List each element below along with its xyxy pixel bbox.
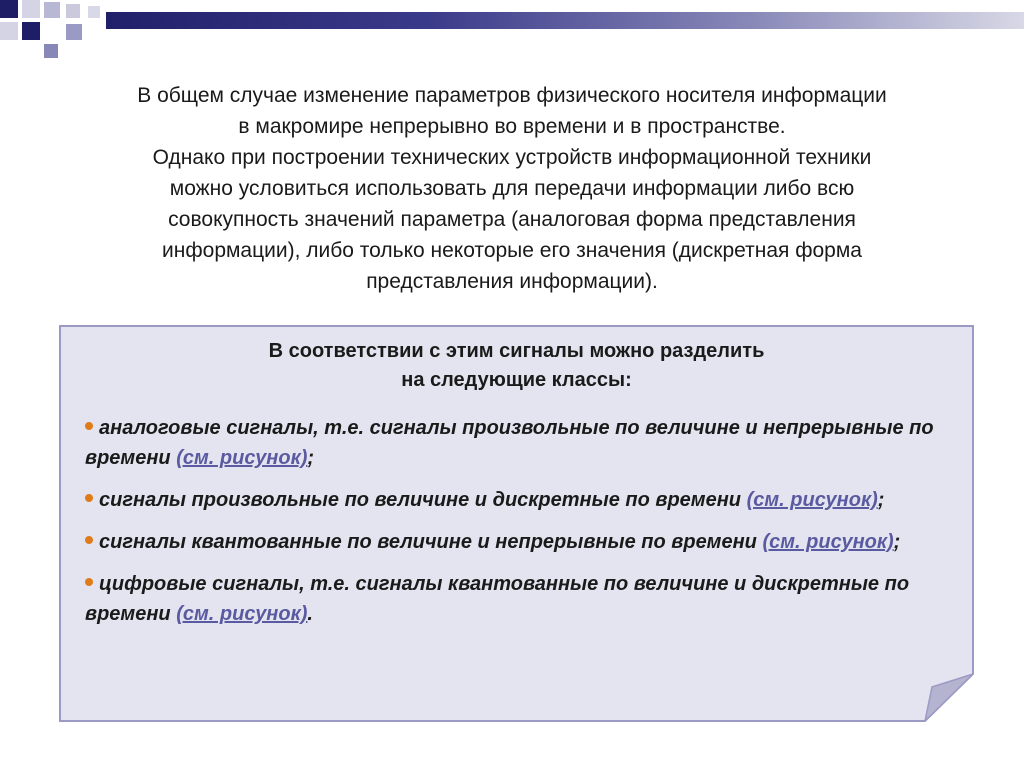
note-heading <box>59 337 974 395</box>
decor-square <box>22 0 40 18</box>
item-end: ; <box>877 489 885 511</box>
bullet-dot-icon <box>85 578 93 586</box>
intro-line: В общем случае изменение параметров физического носителя информации <box>137 84 887 107</box>
bullet-dot-icon <box>85 536 93 544</box>
signal-classes-note <box>59 325 974 722</box>
decor-square <box>22 22 40 40</box>
item-end: ; <box>893 531 901 553</box>
list-item <box>85 569 951 629</box>
intro-paragraph <box>40 80 984 297</box>
figure-link[interactable]: (см. рисунок) <box>176 603 308 625</box>
intro-line: представления информации). <box>366 270 658 293</box>
intro-line: в макромире непрерывно во времени и в пространстве. <box>238 115 786 138</box>
item-text: аналоговые сигналы, т.е. сигналы произвольные по величине и непрерывные по времени <box>85 417 934 469</box>
intro-line: Однако при построении технических устройств информационной техники <box>152 146 872 169</box>
intro-line: информации), либо только некоторые его значения (дискретная форма <box>162 239 862 262</box>
decor-square <box>0 22 18 40</box>
intro-line: совокупность значений параметра (аналоговая форма представления <box>168 208 856 231</box>
bullet-dot-icon <box>85 422 93 430</box>
item-end: . <box>307 603 313 625</box>
decor-square <box>88 6 100 18</box>
item-text: цифровые сигналы, т.е. сигналы квантованные по величине и дискретные по времени <box>85 573 910 625</box>
item-text: сигналы квантованные по величине и непрерывные по времени <box>99 531 763 553</box>
decor-square <box>66 24 82 40</box>
item-end: ; <box>307 447 315 469</box>
decor-square <box>0 0 18 18</box>
figure-link[interactable]: (см. рисунок) <box>176 447 308 469</box>
note-heading-line: В соответствии с этим сигналы можно разделить <box>268 340 765 362</box>
decor-square <box>44 44 58 58</box>
bullet-dot-icon <box>85 494 93 502</box>
intro-line: можно условиться использовать для передачи информации либо всю <box>169 177 855 200</box>
note-heading-line: на следующие классы: <box>401 369 632 391</box>
item-text: сигналы произвольные по величине и дискретные по времени <box>99 489 747 511</box>
top-gradient-bar <box>106 12 1024 29</box>
figure-link[interactable]: (см. рисунок) <box>762 531 894 553</box>
list-item <box>85 527 951 557</box>
figure-link[interactable]: (см. рисунок) <box>746 489 878 511</box>
decor-square <box>66 4 80 18</box>
decor-square <box>44 2 60 18</box>
list-item <box>85 485 951 515</box>
signal-class-list <box>85 413 951 641</box>
list-item <box>85 413 951 473</box>
